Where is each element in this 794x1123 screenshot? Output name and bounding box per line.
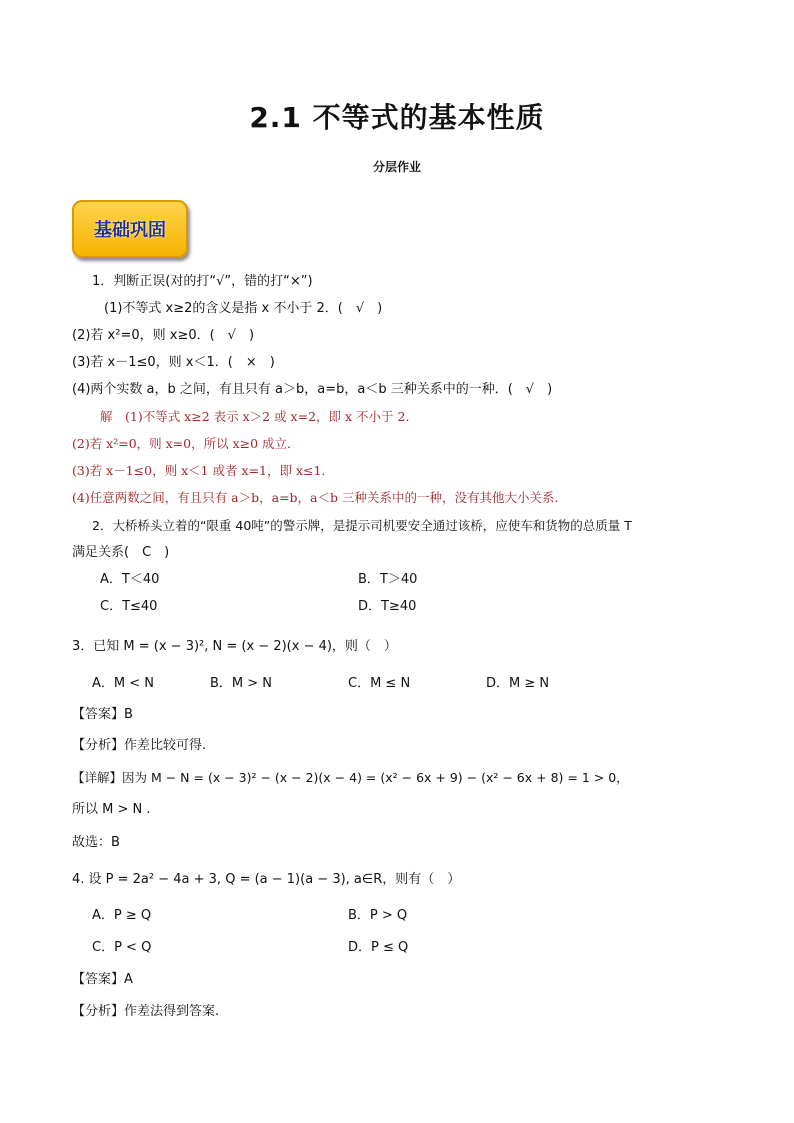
q4-answer: 【答案】A [72,972,133,987]
q4-option-b: B．P > Q [348,908,408,923]
section-badge-label: 基础巩固 [94,220,166,241]
q4-option-c: C．P < Q [92,940,152,955]
q3-choice: 故选：B [72,835,120,850]
q2-stem-line2: 满足关系( C ) [72,545,170,560]
q1-item-1: (1)不等式 x≥2的含义是指 x 不小于 2．( √ ) [104,301,383,316]
q2-option-d: D．T≥40 [358,599,417,614]
q4-stem: 4. 设 P = 2a² − 4a + 3, Q = (a − 1)(a − 3), a∈R，则有（ ） [72,872,461,887]
q1-solution-1: 解 (1)不等式 x≥2 表示 x＞2 或 x=2，即 x 不小于 2． [100,409,418,424]
q1-item-4: (4)两个实数 a，b 之间，有且只有 a＞b，a=b，a＜b 三种关系中的一种．( √ ) [72,382,553,397]
q2-stem-line1: 2．大桥桥头立着的“限重 40吨”的警示牌，是提示司机要安全通过该桥，应使车和货物的总质量 T [92,518,632,533]
q3-answer: 【答案】B [72,707,133,722]
q3-option-a: A．M < N [92,676,154,691]
q1-solution-2: (2)若 x²=0，则 x=0，所以 x≥0 成立． [72,436,300,451]
q2-option-a: A．T＜40 [100,572,160,587]
q2-option-c: C．T≤40 [100,599,158,614]
q1-item-3: (3)若 x－1≤0，则 x＜1．( × ) [72,355,275,370]
section-badge [72,200,188,258]
q3-detail: 【详解】因为 M − N = (x − 3)² − (x − 2)(x − 4) = (x² − 6x + 9) − (x² − 6x + 8) = 1 > 0， [72,770,629,785]
q4-analysis: 【分析】作差法得到答案. [72,1004,220,1019]
q3-option-b: B．M > N [210,676,273,691]
q1-item-2: (2)若 x²=0，则 x≥0．( √ ) [72,328,255,343]
q4-option-a: A．P ≥ Q [92,908,152,923]
q3-option-c: C．M ≤ N [348,676,411,691]
q3-analysis: 【分析】作差比较可得. [72,738,207,753]
q1-solution-3: (3)若 x－1≤0，则 x＜1 或者 x=1，即 x≤1． [72,463,334,478]
q2-option-b: B．T＞40 [358,572,418,587]
q1-stem: 1．判断正误(对的打“√”，错的打“×”) [92,274,313,289]
q3-therefore: 所以 M > N . [72,802,151,817]
q4-option-d: D．P ≤ Q [348,940,409,955]
page-title: 2.1 不等式的基本性质 [249,101,545,134]
q1-solution-4: (4)任意两数之间，有且只有 a＞b，a=b，a＜b 三种关系中的一种，没有其他大小关系． [72,490,567,505]
page-subtitle: 分层作业 [372,160,421,174]
q3-stem: 3．已知 M = (x − 3)², N = (x − 2)(x − 4)，则（ ） [72,639,397,654]
q3-option-d: D．M ≥ N [486,676,550,691]
